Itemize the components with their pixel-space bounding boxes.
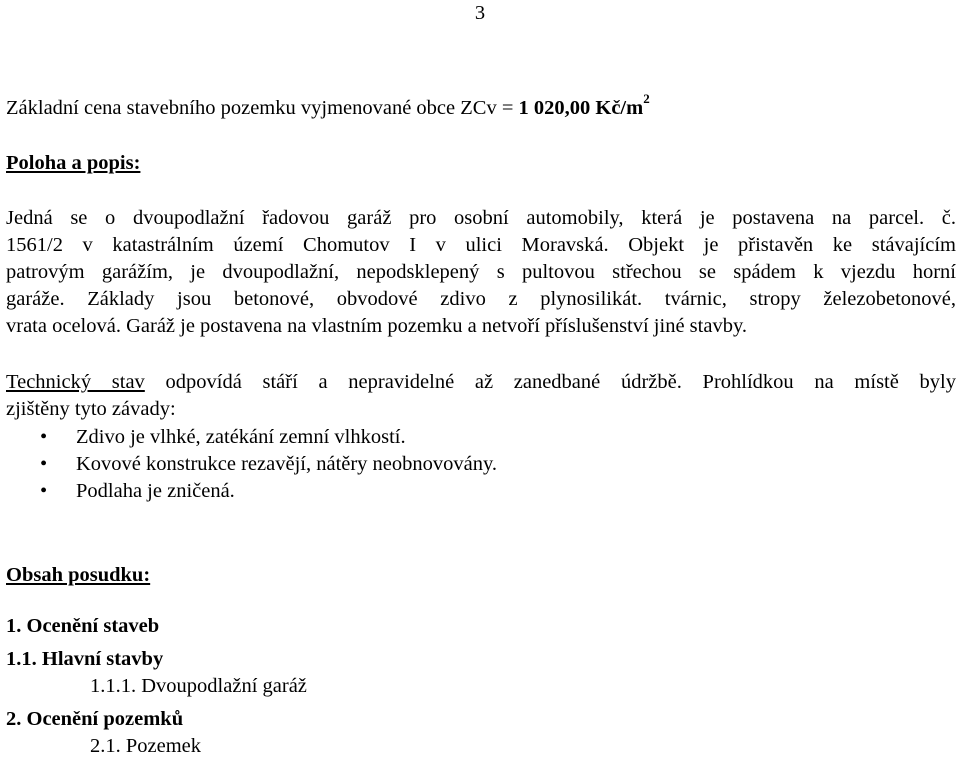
tech-line-2: zjištěny tyto závady:: [6, 398, 176, 420]
toc-item-1-1: 1.1. Hlavní stavby: [6, 648, 164, 670]
tech-label: Technický stav: [6, 371, 145, 393]
base-price-superscript: 2: [643, 91, 650, 107]
toc-item-1: 1. Ocenění staveb: [6, 615, 160, 637]
poloha-line: 1561/2 v katastrálním území Chomutov I v ulici Moravská. Objekt je přistavěn ke stávajícím: [6, 234, 956, 256]
defects-list: [6, 424, 956, 505]
toc-item-1-1-1: 1.1.1. Dvoupodlažní garáž: [90, 675, 307, 697]
list-item: [6, 451, 956, 478]
tech-line: [6, 369, 956, 396]
poloha-line-last: vrata ocelová. Garáž je postavena na vlastním pozemku a netvoří příslušenství jiné stavby.: [6, 315, 747, 337]
base-price-value: 1 020,00 Kč/m: [518, 97, 644, 119]
list-item: [6, 478, 956, 505]
defect-text: Kovové konstrukce rezavějí, nátěry neobnovovány.: [76, 453, 498, 475]
defect-text: Podlaha je zničená.: [76, 480, 235, 502]
toc-item-2: 2. Ocenění pozemků: [6, 708, 184, 730]
bullet-icon: •: [40, 480, 48, 502]
obsah-heading: Obsah posudku:: [6, 564, 151, 586]
poloha-heading: Poloha a popis:: [6, 152, 141, 174]
poloha-line: garáže. Základy jsou betonové, obvodové zdivo z plynosilikát. tvárnic, stropy železobetonové,: [6, 288, 956, 310]
defect-text: Zdivo je vlhké, zatékání zemní vlhkostí.: [76, 426, 406, 448]
list-item: [6, 424, 956, 451]
bullet-icon: •: [40, 453, 48, 475]
base-price-line: [6, 91, 956, 122]
poloha-line: Jedná se o dvoupodlažní řadovou garáž pro osobní automobily, která je postavena na parcel. č.: [6, 207, 956, 229]
base-price-text: Základní cena stavebního pozemku vyjmenované obce ZCv =: [6, 97, 519, 119]
toc-item-2-1: 2.1. Pozemek: [90, 735, 202, 757]
page-number: 3: [474, 2, 486, 24]
bullet-icon: •: [40, 426, 48, 448]
poloha-line: patrovým garážím, je dvoupodlažní, nepodsklepený s pultovou střechou se spádem k vjezdu horní: [6, 261, 956, 283]
tech-line-rest: odpovídá stáří a nepravidelné až zanedbané údržbě. Prohlídkou na místě byly: [144, 371, 956, 393]
